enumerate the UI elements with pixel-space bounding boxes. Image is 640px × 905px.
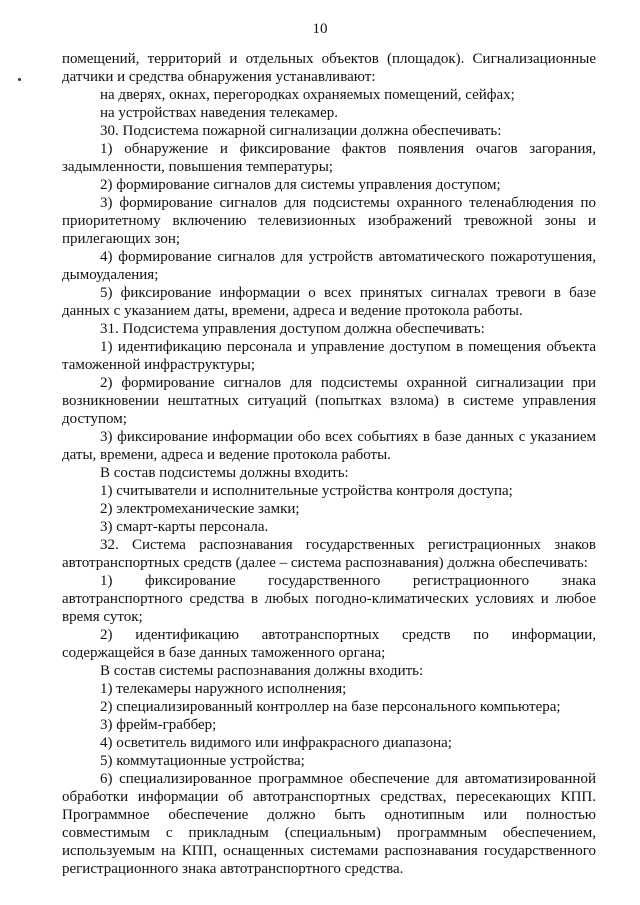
- margin-mark: [18, 78, 21, 81]
- paragraph: 4) осветитель видимого или инфракрасного диапазона;: [100, 735, 452, 751]
- paragraph: 3) формирование сигналов для подсистемы охранного теленаблюдения по приоритетному включению телевизионных изображений тревожной зоны и прилегающих зон;: [62, 195, 596, 247]
- paragraph: В состав системы распознавания должны входить:: [100, 663, 424, 679]
- paragraph: 2) электромеханические замки;: [100, 501, 300, 517]
- paragraph: 3) фиксирование информации обо всех событиях в базе данных с указанием даты, времени, адреса и ведение протокола работы.: [62, 429, 596, 463]
- paragraph: 1) фиксирование государственного регистрационного знака автотранспортного средства в любых погодно-климатических условиях и любое время суток;: [62, 573, 596, 625]
- paragraph: 2) формирование сигналов для системы управления доступом;: [100, 177, 501, 193]
- paragraph: 1) телекамеры наружного исполнения;: [100, 681, 347, 697]
- paragraph: на устройствах наведения телекамер.: [100, 105, 338, 121]
- paragraph: 2) формирование сигналов для подсистемы охранной сигнализации при возникновении нештатных ситуаций (попытках взлома) в системе управления доступом;: [62, 375, 596, 427]
- paragraph: 2) идентификацию автотранспортных средств по информации, содержащейся в базе данных таможенного органа;: [62, 627, 596, 661]
- paragraph: 32. Система распознавания государственных регистрационных знаков автотранспортных средств (далее – система распознавания) должна обеспечивать:: [62, 537, 596, 571]
- paragraph: 3) фрейм-граббер;: [100, 717, 217, 733]
- paragraph: 5) фиксирование информации о всех принятых сигналах тревоги в базе данных с указанием даты, времени, адреса и ведение протокола работы.: [62, 285, 596, 319]
- paragraph: 31. Подсистема управления доступом должна обеспечивать:: [100, 321, 485, 337]
- paragraph: помещений, территорий и отдельных объектов (площадок). Сигнализационные датчики и средства обнаружения устанавливают:: [62, 51, 596, 85]
- paragraph: В состав подсистемы должны входить:: [100, 465, 349, 481]
- document-body: [62, 50, 596, 878]
- paragraph: на дверях, окнах, перегородках охраняемых помещений, сейфах;: [100, 87, 515, 103]
- paragraph: 6) специализированное программное обеспечение для автоматизированной обработки информации об автотранспортных средствах, пересекающих КПП. Программное обеспечение должно быть однотипным или полностью совместимым с прикладным (специальным) программным обеспечением, используемым на КПП, оснащенных системами распознавания государственного регистрационного знака автотранспортного средства.: [62, 771, 596, 877]
- paragraph: 5) коммутационные устройства;: [100, 753, 305, 769]
- paragraph: 3) смарт-карты персонала.: [100, 519, 269, 535]
- paragraph: 4) формирование сигналов для устройств автоматического пожаротушения, дымоудаления;: [62, 249, 596, 283]
- paragraph: 30. Подсистема пожарной сигнализации должна обеспечивать:: [100, 123, 502, 139]
- paragraph: 1) идентификацию персонала и управление доступом в помещения объекта таможенной инфраструктуры;: [62, 339, 596, 373]
- paragraph: 1) обнаружение и фиксирование фактов появления очагов загорания, задымленности, повышения температуры;: [62, 141, 596, 175]
- page-number: 10: [312, 21, 328, 37]
- paragraph: 1) считыватели и исполнительные устройства контроля доступа;: [100, 483, 513, 499]
- paragraph: 2) специализированный контроллер на базе персонального компьютера;: [100, 699, 561, 715]
